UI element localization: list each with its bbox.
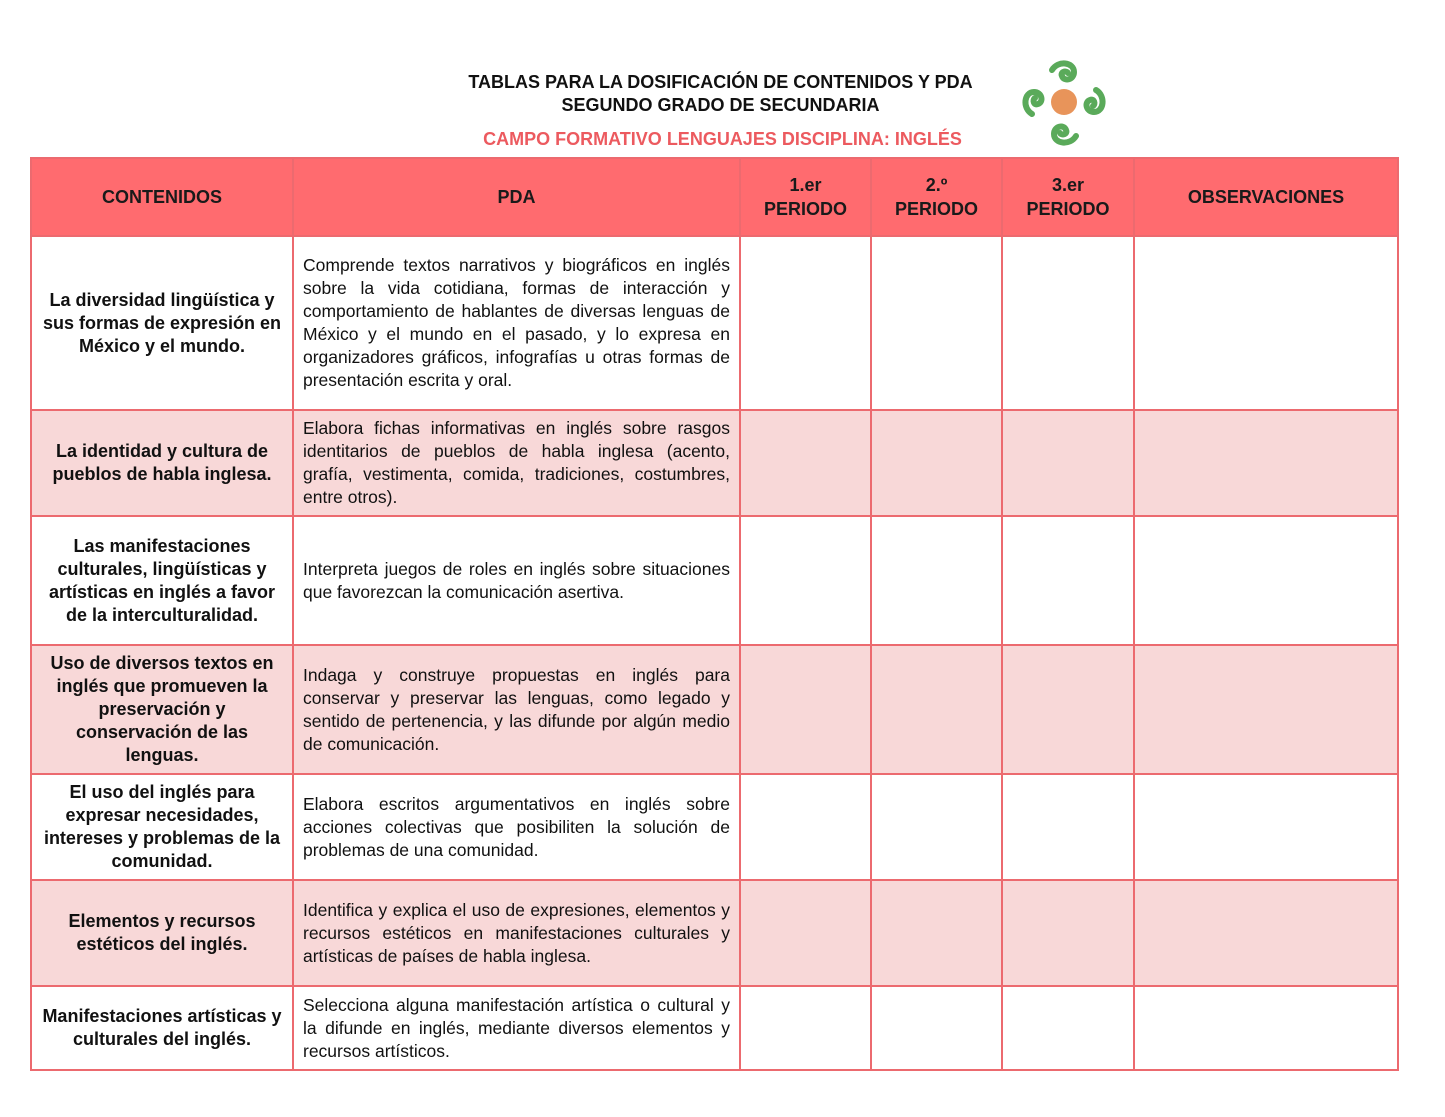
table-row xyxy=(31,774,1398,880)
periodo-1-number: 1.er xyxy=(789,175,822,195)
periodo-1-cell[interactable] xyxy=(740,645,871,774)
dosificacion-table xyxy=(30,157,1399,1071)
periodo-1-cell[interactable] xyxy=(740,986,871,1070)
periodo-3-cell[interactable] xyxy=(1002,410,1134,516)
column-header-pda: PDA xyxy=(293,158,740,236)
table-row xyxy=(31,986,1398,1070)
periodo-3-cell[interactable] xyxy=(1002,645,1134,774)
periodo-2-label: PERIODO xyxy=(894,199,978,219)
periodo-2-cell[interactable] xyxy=(871,645,1002,774)
contenido-cell: La identidad y cultura de pueblos de habla inglesa. xyxy=(31,410,293,516)
periodo-2-cell[interactable] xyxy=(871,774,1002,880)
flower-logo-icon xyxy=(1018,58,1110,150)
periodo-2-number: 2.º xyxy=(925,175,948,195)
contenido-cell: Manifestaciones artísticas y culturales del inglés. xyxy=(31,986,293,1070)
contenido-cell: El uso del inglés para expresar necesidades, intereses y problemas de la comunidad. xyxy=(31,774,293,880)
periodo-1-label: PERIODO xyxy=(763,199,847,219)
observaciones-cell[interactable] xyxy=(1134,880,1398,986)
table-header-row xyxy=(31,158,1398,236)
table-row xyxy=(31,645,1398,774)
table-row xyxy=(31,410,1398,516)
periodo-1-cell[interactable] xyxy=(740,236,871,410)
column-header-periodo-1 xyxy=(740,158,871,236)
periodo-2-cell[interactable] xyxy=(871,880,1002,986)
observaciones-cell[interactable] xyxy=(1134,236,1398,410)
periodo-3-cell[interactable] xyxy=(1002,774,1134,880)
column-header-observaciones: OBSERVACIONES xyxy=(1134,158,1398,236)
periodo-1-cell[interactable] xyxy=(740,410,871,516)
contenido-cell: La diversidad lingüística y sus formas de expresión en México y el mundo. xyxy=(31,236,293,410)
pda-cell: Indaga y construye propuestas en inglés para conservar y preservar las lenguas, como legado y sentido de pertenencia, y las difunde por algún medio de comunicación. xyxy=(293,645,740,774)
page-subtitle: CAMPO FORMATIVO LENGUAJES DISCIPLINA: INGLÉS xyxy=(483,129,962,149)
periodo-3-cell[interactable] xyxy=(1002,880,1134,986)
pda-cell: Elabora fichas informativas en inglés sobre rasgos identitarios de pueblos de habla inglesa (acento, grafía, vestimenta, comida, tradiciones, costumbres, entre otros). xyxy=(293,410,740,516)
page-title: TABLAS PARA LA DOSIFICACIÓN DE CONTENIDOS Y PDA xyxy=(468,72,973,92)
observaciones-cell[interactable] xyxy=(1134,516,1398,645)
periodo-3-cell[interactable] xyxy=(1002,516,1134,645)
column-header-periodo-3 xyxy=(1002,158,1134,236)
table-row xyxy=(31,516,1398,645)
column-header-periodo-2 xyxy=(871,158,1002,236)
periodo-2-cell[interactable] xyxy=(871,410,1002,516)
observaciones-cell[interactable] xyxy=(1134,410,1398,516)
table-row xyxy=(31,880,1398,986)
observaciones-cell[interactable] xyxy=(1134,986,1398,1070)
periodo-3-number: 3.er xyxy=(1051,175,1085,195)
pda-cell: Interpreta juegos de roles en inglés sobre situaciones que favorezcan la comunicación asertiva. xyxy=(293,516,740,645)
column-header-contenidos: CONTENIDOS xyxy=(31,158,293,236)
pda-cell: Elabora escritos argumentativos en inglés sobre acciones colectivas que posibiliten la solución de problemas de una comunidad. xyxy=(293,774,740,880)
contenido-cell: Elementos y recursos estéticos del inglés. xyxy=(31,880,293,986)
periodo-1-cell[interactable] xyxy=(740,774,871,880)
periodo-1-cell[interactable] xyxy=(740,880,871,986)
pda-cell: Selecciona alguna manifestación artística o cultural y la difunde en inglés, mediante diversos elementos y recursos artísticos. xyxy=(293,986,740,1070)
contenido-cell: Las manifestaciones culturales, lingüísticas y artísticas en inglés a favor de la interculturalidad. xyxy=(31,516,293,645)
contenido-cell: Uso de diversos textos en inglés que promueven la preservación y conservación de las lenguas. xyxy=(31,645,293,774)
periodo-2-cell[interactable] xyxy=(871,516,1002,645)
periodo-2-cell[interactable] xyxy=(871,236,1002,410)
observaciones-cell[interactable] xyxy=(1134,774,1398,880)
periodo-1-cell[interactable] xyxy=(740,516,871,645)
periodo-3-label: PERIODO xyxy=(1026,199,1110,219)
page-title-grade: SEGUNDO GRADO DE SECUNDARIA xyxy=(561,95,880,115)
observaciones-cell[interactable] xyxy=(1134,645,1398,774)
table-row xyxy=(31,236,1398,410)
periodo-3-cell[interactable] xyxy=(1002,236,1134,410)
pda-cell: Comprende textos narrativos y biográficos en inglés sobre la vida cotidiana, formas de interacción y comportamiento de hablantes de diversas lenguas de México y el mundo en el pasado, y lo expresa en organizadores gráficos, infografías u otras formas de presentación escrita y oral. xyxy=(293,236,740,410)
periodo-3-cell[interactable] xyxy=(1002,986,1134,1070)
pda-cell: Identifica y explica el uso de expresiones, elementos y recursos estéticos en manifestaciones culturales y artísticas de países de habla inglesa. xyxy=(293,880,740,986)
periodo-2-cell[interactable] xyxy=(871,986,1002,1070)
